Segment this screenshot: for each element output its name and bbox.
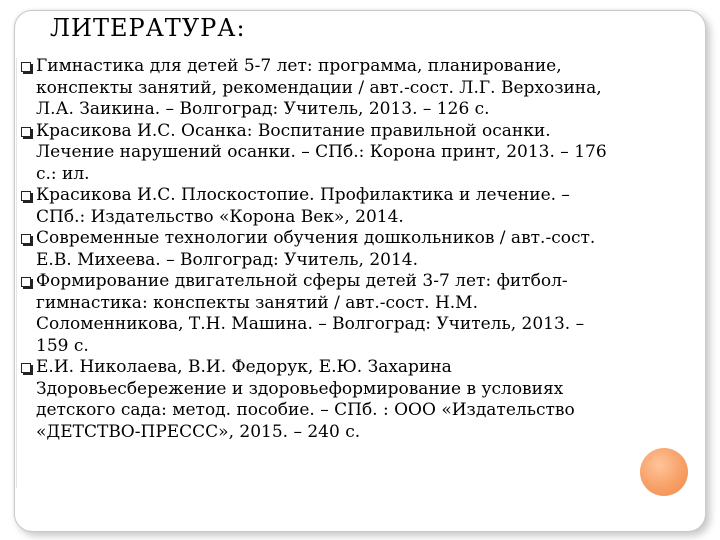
checkbox-square-icon	[21, 277, 31, 287]
reference-text: Формирование двигательной сферы детей 3-7 лет: фитбол- гимнастика: конспекты занятий / авт.-сост. Н.М. Соломенникова, Т.Н. Машина. – Волгоград: Учитель, 2013. – 159 с.	[36, 271, 585, 356]
list-item	[26, 185, 696, 228]
list-item	[26, 121, 696, 186]
reference-text: Современные технологии обучения дошкольников / авт.-сост. Е.В. Михеева. – Волгоград: Учитель, 2014.	[36, 228, 596, 270]
reference-text: Красикова И.С. Осанка: Воспитание правильной осанки. Лечение нарушений осанки. – СПб.: Корона принт, 2013. – 176 с.: ил.	[36, 120, 607, 184]
list-item	[26, 357, 696, 443]
list-item	[26, 228, 696, 271]
page-title: ЛИТЕРАТУРА:	[50, 14, 246, 42]
checkbox-square-icon	[21, 191, 31, 201]
checkbox-square-icon	[21, 62, 31, 72]
reference-text: Гимнастика для детей 5-7 лет: программа, планирование, конспекты занятий, рекомендации / авт.-сост. Л.Г. Верхозина, Л.А. Заикина. – Волгоград: Учитель, 2013. – 126 с.	[36, 56, 602, 119]
list-item	[26, 56, 696, 121]
checkbox-square-icon	[21, 363, 31, 373]
checkbox-square-icon	[21, 234, 31, 244]
decorative-orange-circle	[640, 448, 688, 496]
reference-text: Е.И. Николаева, В.И. Федорук, Е.Ю. Захарина Здоровьесбережение и здоровьеформирование в условиях детского сада: метод. пособие. – СПб. : ООО «Издательство «ДЕТСТВО-ПРЕССС», 2015. – 240 с.	[36, 357, 575, 442]
list-item	[26, 271, 696, 357]
reference-text: Красикова И.С. Плоскостопие. Профилактика и лечение. – СПб.: Издательство «Корона Век», 2014.	[36, 185, 570, 227]
checkbox-square-icon	[21, 127, 31, 137]
reference-list	[26, 56, 696, 443]
